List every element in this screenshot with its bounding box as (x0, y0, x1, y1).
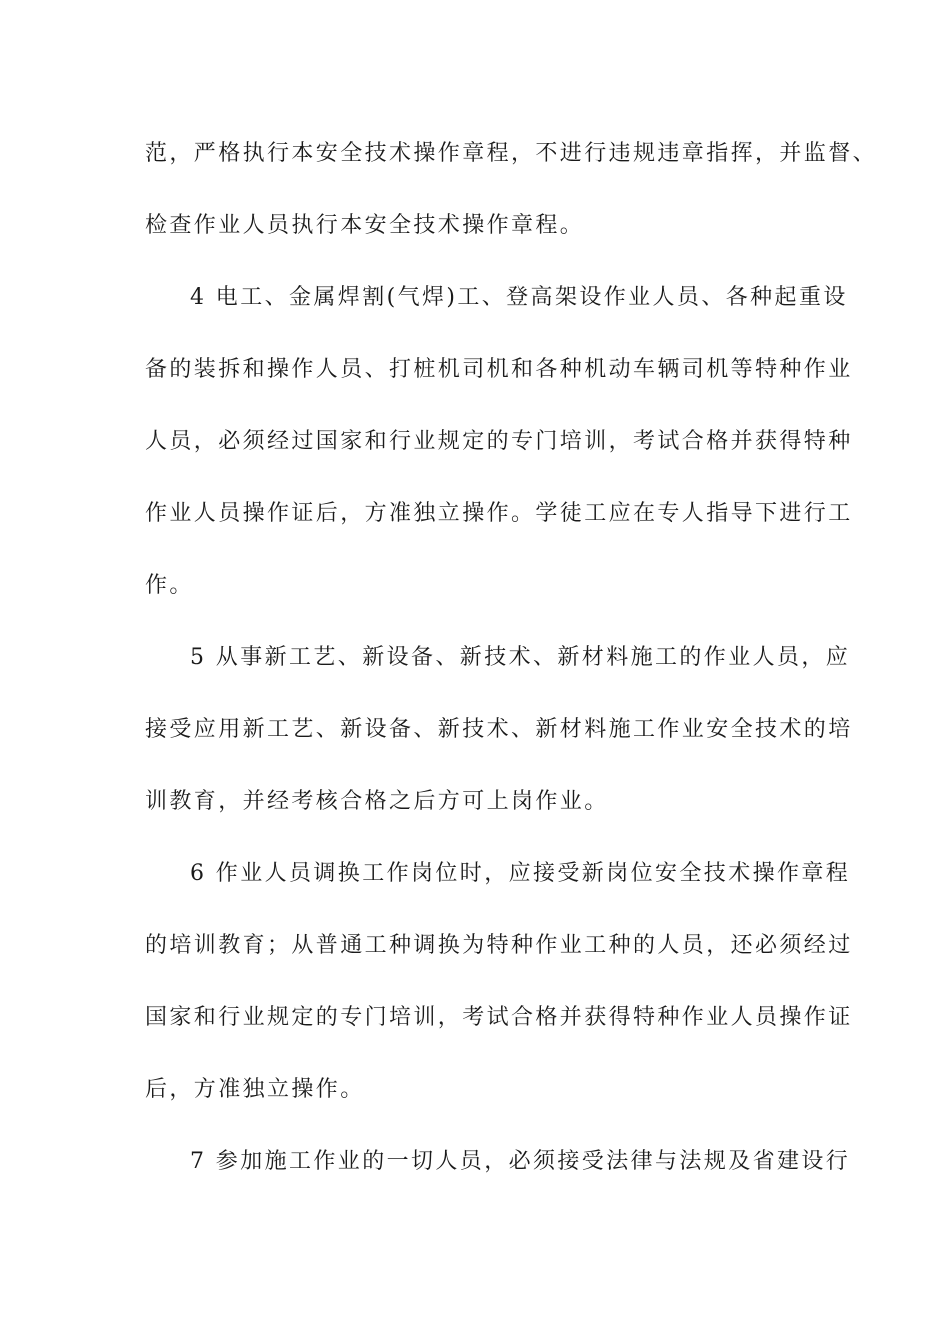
text-line: 范，严格执行本安全技术操作章程，不进行违规违章指挥，并监督、 (145, 141, 878, 166)
text-line: 5 从事新工艺、新设备、新技术、新材料施工的作业人员，应 (190, 645, 851, 670)
text-line: 国家和行业规定的专门培训，考试合格并获得特种作业人员操作证 (145, 1005, 853, 1030)
text-line: 检查作业人员执行本安全技术操作章程。 (145, 213, 585, 238)
text-line: 的培训教育；从普通工种调换为特种作业工种的人员，还必须经过 (145, 933, 853, 958)
text-line: 训教育，并经考核合格之后方可上岗作业。 (145, 789, 609, 814)
text-line: 接受应用新工艺、新设备、新技术、新材料施工作业安全技术的培 (145, 717, 853, 742)
text-line: 人员，必须经过国家和行业规定的专门培训，考试合格并获得特种 (145, 429, 853, 454)
text-line: 6 作业人员调换工作岗位时，应接受新岗位安全技术操作章程 (190, 861, 851, 886)
text-line: 4 电工、金属焊割(气焊)工、登高架设作业人员、各种起重设 (190, 285, 848, 310)
text-line: 作。 (145, 573, 194, 598)
text-line: 后，方准独立操作。 (145, 1077, 365, 1102)
text-line: 作业人员操作证后，方准独立操作。学徒工应在专人指导下进行工 (145, 501, 853, 526)
text-line: 备的装拆和操作人员、打桩机司机和各种机动车辆司机等特种作业 (145, 357, 853, 382)
text-line: 7 参加施工作业的一切人员，必须接受法律与法规及省建设行 (190, 1149, 851, 1174)
